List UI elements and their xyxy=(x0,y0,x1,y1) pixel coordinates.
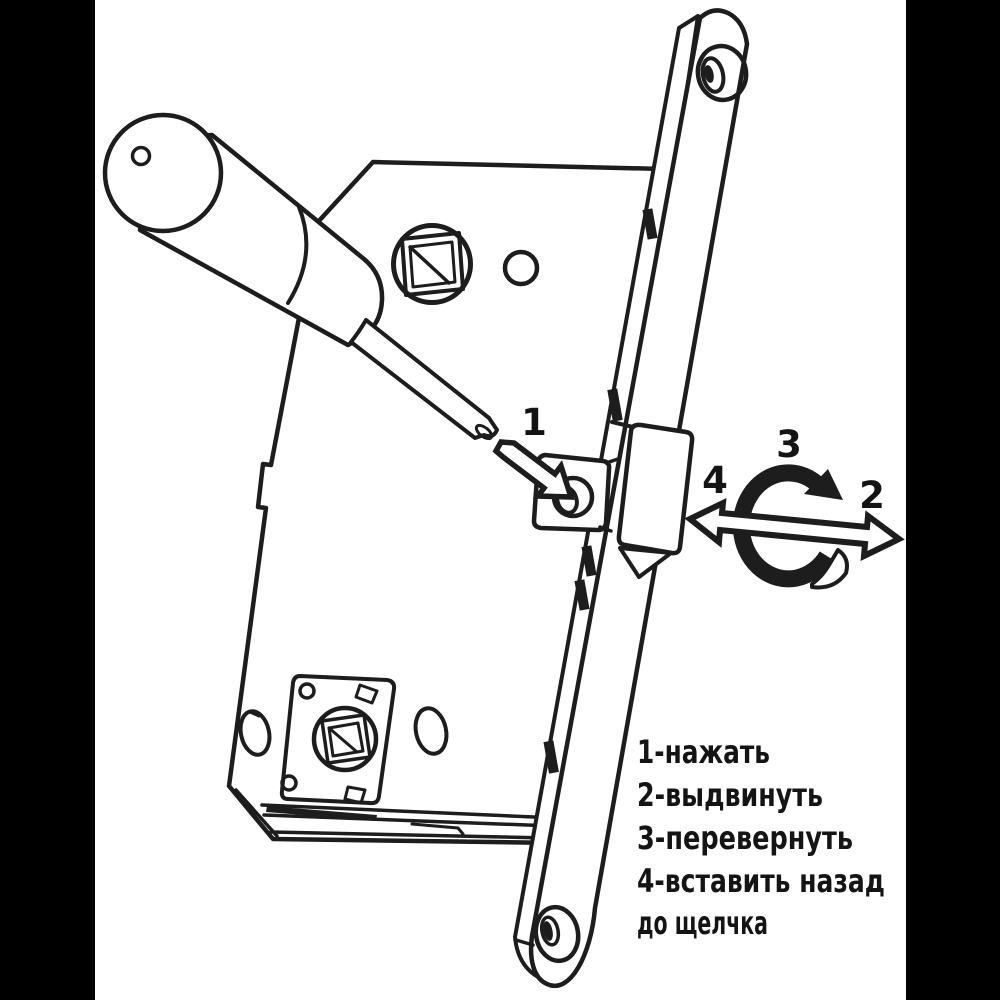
instruction-line-4: 4-вставить назад xyxy=(637,862,885,900)
callout-step-1: 1 xyxy=(521,401,547,444)
rosette-plate xyxy=(282,676,394,803)
latch-block-body xyxy=(619,425,692,553)
instruction-line-5: до щелчка xyxy=(637,904,768,942)
letterbox-bar-left xyxy=(0,0,95,1000)
callout-step-3: 3 xyxy=(776,423,802,466)
callout-step-4: 4 xyxy=(702,459,728,502)
letterbox-bar-right xyxy=(906,0,1000,1000)
screwdriver-handle-cap xyxy=(105,115,221,231)
instruction-line-1: 1-нажать xyxy=(637,733,770,771)
callout-step-2: 2 xyxy=(859,474,885,517)
instruction-line-2: 2-выдвинуть xyxy=(637,776,823,814)
instructions-block xyxy=(637,733,885,942)
instruction-line-3: 3-перевернуть xyxy=(637,819,853,857)
